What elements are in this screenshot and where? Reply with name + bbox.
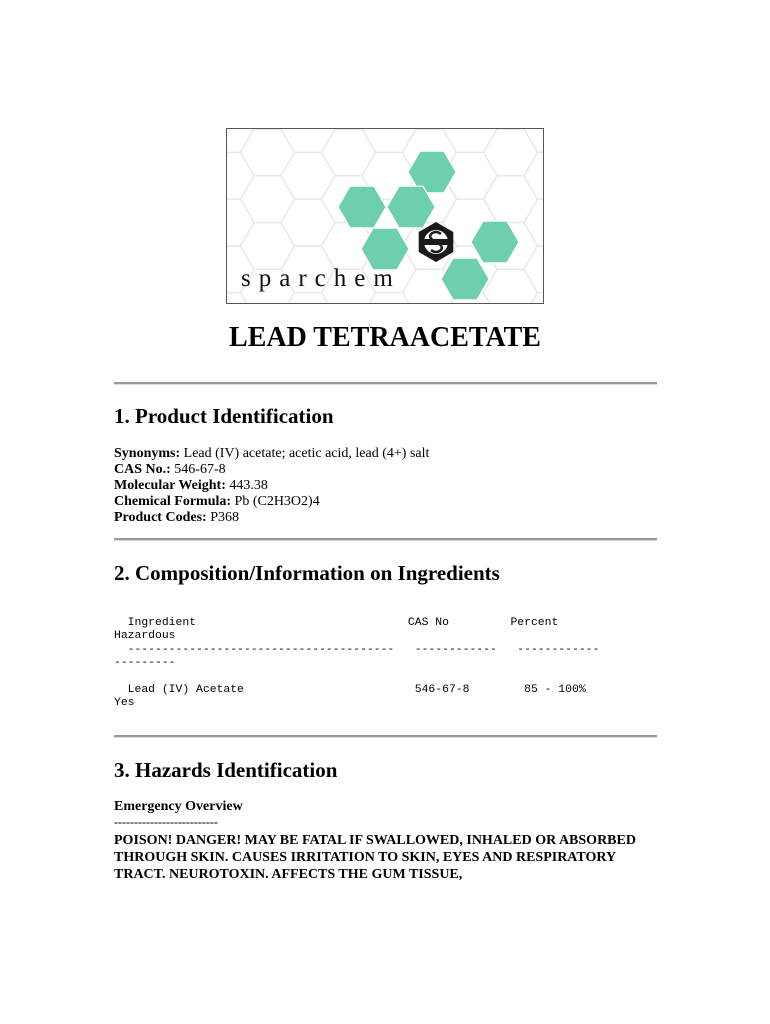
field-chemical-formula [114, 494, 320, 510]
field-value: Pb (C2H3O2)4 [231, 494, 320, 509]
field-label: CAS No.: [114, 462, 171, 477]
background-hexagon [227, 129, 254, 152]
field-product-codes [114, 510, 239, 526]
background-hexagon [484, 269, 538, 304]
background-hexagon [322, 129, 376, 176]
divider [114, 735, 657, 738]
field-value: 443.38 [225, 478, 268, 493]
background-hexagon [281, 199, 335, 246]
background-hexagon [241, 129, 295, 176]
background-hexagon [281, 152, 335, 199]
background-hexagon [443, 129, 497, 152]
emergency-overview-heading: Emergency Overview [114, 799, 243, 814]
divider [114, 538, 657, 541]
field-value: Lead (IV) acetate; acetic acid, lead (4+) salt [180, 446, 430, 461]
accent-hexagon [338, 186, 386, 228]
background-hexagon [281, 129, 335, 152]
section-2-heading: 2. Composition/Information on Ingredients [114, 561, 500, 585]
field-value: 546-67-8 [170, 462, 226, 477]
background-hexagon [524, 199, 544, 246]
hazard-warning-text: POISON! DANGER! MAY BE FATAL IF SWALLOWED, INHALED OR ABSORBED THROUGH SKIN. CAUSES IRRITATION TO SKIN, EYES AND RESPIRATORY TRACT. NEUROTOXIN. AFFECTS THE GUM TISSUE, [114, 833, 636, 882]
divider [114, 382, 657, 385]
field-label: Synonyms: [114, 446, 181, 461]
background-hexagon [524, 293, 544, 304]
accent-hexagon [471, 221, 519, 263]
company-logo [226, 128, 544, 304]
background-hexagon [524, 246, 544, 293]
section-1-heading: 1. Product Identification [114, 404, 334, 428]
field-label: Chemical Formula: [114, 494, 232, 509]
background-hexagon [227, 152, 254, 199]
background-hexagon [241, 176, 295, 223]
sparchem-emblem-icon [419, 222, 454, 262]
background-hexagon [362, 129, 416, 152]
field-value: P368 [206, 510, 239, 525]
accent-hexagon [441, 258, 489, 300]
field-label: Molecular Weight: [114, 478, 226, 493]
background-hexagon [227, 199, 254, 246]
background-hexagon [524, 152, 544, 199]
emergency-underline: -------------------------- [114, 815, 218, 829]
field-molecular-weight [114, 478, 268, 494]
background-hexagon [524, 129, 544, 152]
background-hexagon [484, 129, 538, 176]
background-hexagon [227, 293, 254, 304]
field-cas-no [114, 462, 226, 478]
field-synonyms [114, 446, 429, 462]
field-label: Product Codes: [114, 510, 207, 525]
section-3-heading: 3. Hazards Identification [114, 758, 338, 782]
background-hexagon [484, 176, 538, 223]
background-hexagon [241, 223, 295, 270]
logo-brand-text: sparchem [241, 265, 401, 292]
document-title: LEAD TETRAACETATE [229, 322, 541, 353]
ingredients-table: Ingredient CAS No Percent Hazardous --------------------------------------- ------------ ------------ --------- Lead (IV) Acetate 546-67-8 85 - 100% Yes [114, 617, 600, 710]
